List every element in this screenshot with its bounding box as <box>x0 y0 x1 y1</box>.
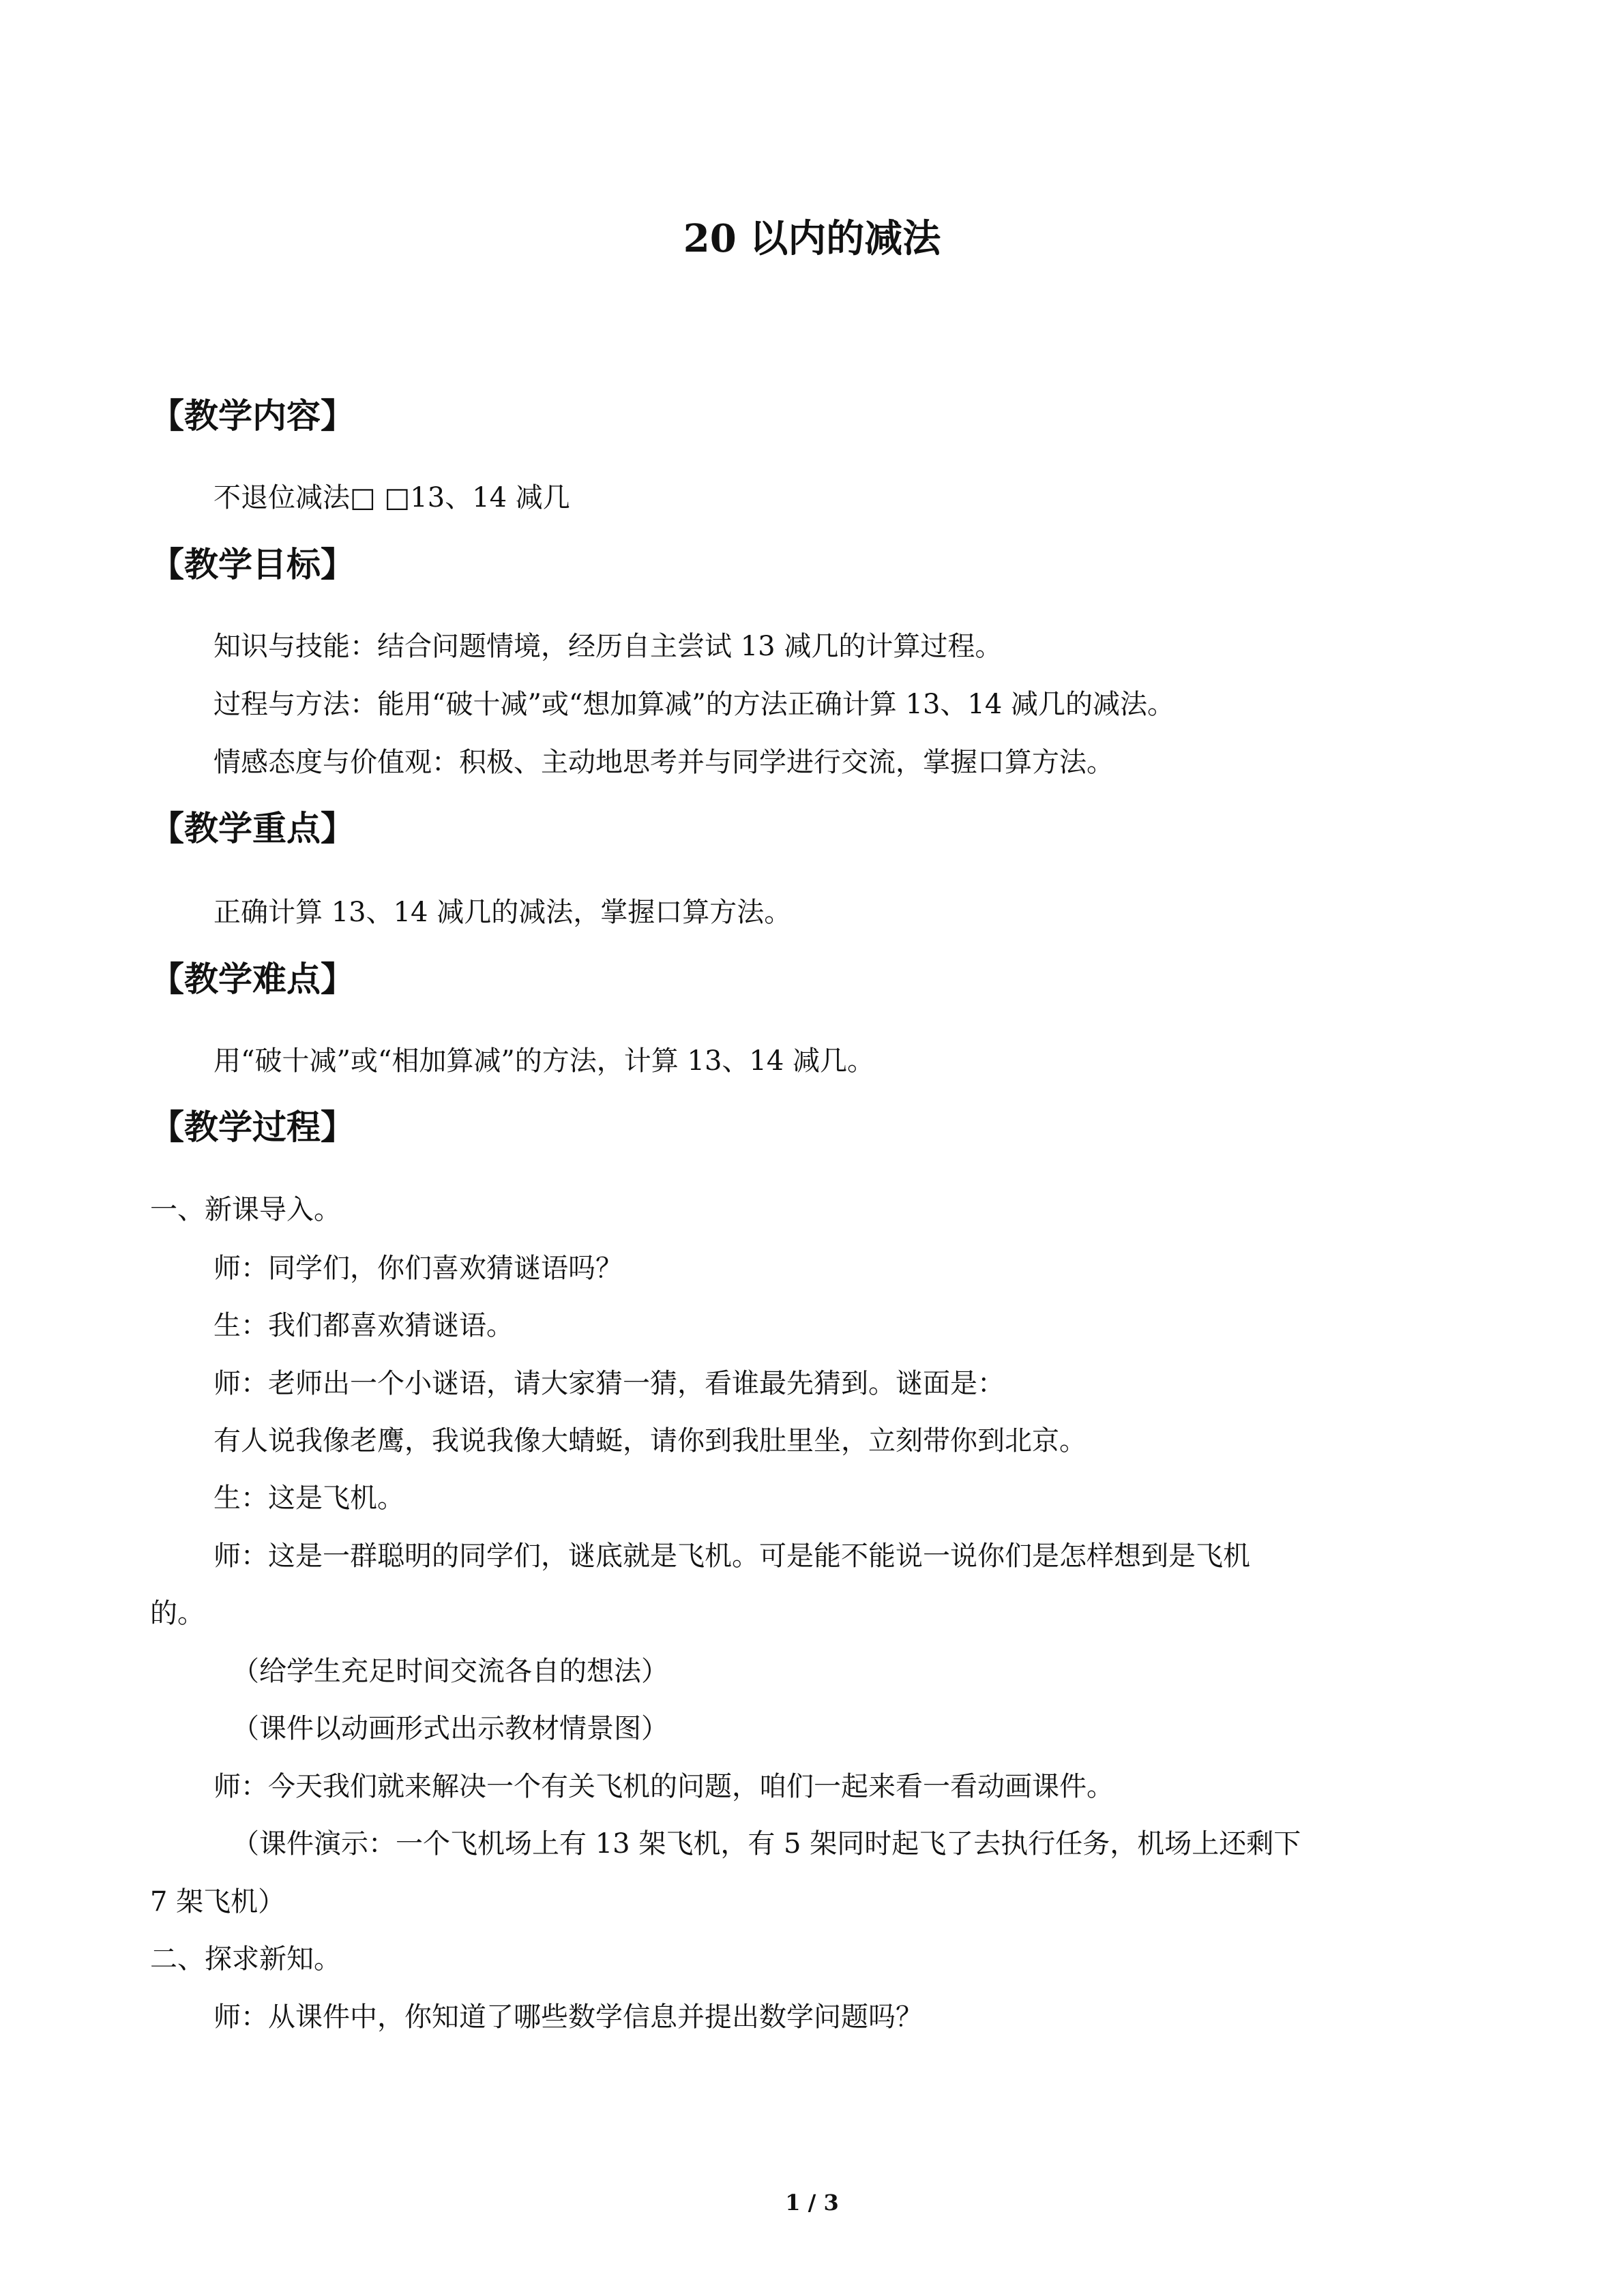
goal-item: 过程与方法：能用“破十减”或“想加算减”的方法正确计算 13、14 减几的减法。 <box>213 689 1175 720</box>
process-line: 师：这是一群聪明的同学们，谜底就是飞机。可是能不能说一说你们是怎样想到是飞机 <box>213 1540 1250 1572</box>
process-line: （课件演示：一个飞机场上有 13 架飞机，有 5 架同时起飞了去执行任务，机场上还剩下 <box>232 1828 1301 1860</box>
teaching-difficulty-text: 用“破十减”或“相加算减”的方法，计算 13、14 减几。 <box>213 1045 875 1077</box>
process-line: 7 架飞机） <box>150 1886 286 1918</box>
process-line: 生：这是飞机。 <box>213 1482 404 1514</box>
heading-teaching-difficulty: 【教学难点】 <box>150 959 355 999</box>
teaching-key-text: 正确计算 13、14 减几的减法，掌握口算方法。 <box>213 897 792 928</box>
page-number: 1 / 3 <box>785 2190 839 2216</box>
goal-item: 情感态度与价值观：积极、主动地思考并与同学进行交流，掌握口算方法。 <box>213 747 1114 778</box>
heading-teaching-process: 【教学过程】 <box>150 1107 355 1147</box>
process-line: （给学生充足时间交流各自的想法） <box>232 1656 668 1687</box>
process-part1-title: 一、新课导入。 <box>150 1194 341 1225</box>
process-line: 师：今天我们就来解决一个有关飞机的问题，咱们一起来看一看动画课件。 <box>213 1771 1114 1802</box>
heading-teaching-content: 【教学内容】 <box>150 396 355 436</box>
process-line: 生：我们都喜欢猜谜语。 <box>213 1310 514 1341</box>
process-line: 师：老师出一个小谜语，请大家猜一猜，看谁最先猜到。谜面是： <box>213 1368 1005 1399</box>
process-line: 师：同学们，你们喜欢猜谜语吗？ <box>213 1253 623 1284</box>
process-line: 师：从课件中，你知道了哪些数学信息并提出数学问题吗？ <box>213 2001 923 2033</box>
heading-teaching-goals: 【教学目标】 <box>150 544 355 584</box>
teaching-content-text: 不退位减法□ □13、14 减几 <box>213 482 570 513</box>
goal-item: 知识与技能：结合问题情境，经历自主尝试 13 减几的计算过程。 <box>213 631 1003 662</box>
heading-teaching-key: 【教学重点】 <box>150 808 355 848</box>
process-line: 有人说我像老鹰，我说我像大蜻蜓，请你到我肚里坐，立刻带你到北京。 <box>213 1425 1087 1457</box>
process-part2-title: 二、探求新知。 <box>150 1943 341 1975</box>
process-line: （课件以动画形式出示教材情景图） <box>232 1713 668 1744</box>
document-title: 20 以内的减法 <box>683 216 941 261</box>
process-line: 的。 <box>150 1598 205 1629</box>
